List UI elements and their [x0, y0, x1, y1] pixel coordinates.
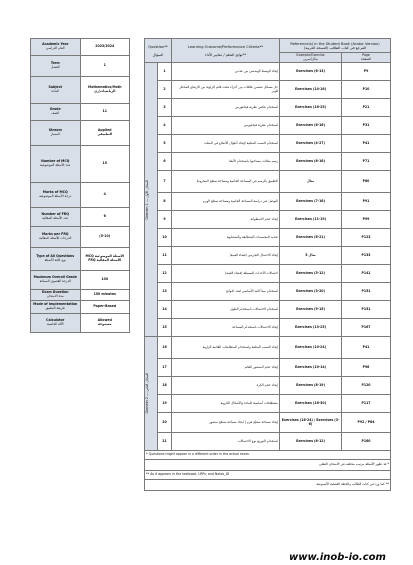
question-number: 5 — [158, 135, 172, 153]
table-row — [145, 81, 391, 99]
example-reference: Exercises (7-16) — [280, 193, 342, 211]
info-key — [31, 146, 81, 182]
page-reference: P167 — [342, 319, 391, 337]
info-row — [30, 120, 130, 145]
example-reference: Exercises (10-14) — [280, 359, 342, 377]
note-text: * قد تظهر الأسئلة بترتيب مختلف في الامتحان الفعلي — [145, 460, 391, 471]
info-key-en: Type of All Questions — [36, 254, 75, 259]
outcome-description: إيجاد حجم الاسطوانة — [172, 211, 280, 229]
table-row — [145, 135, 391, 153]
question-number: 11 — [158, 247, 172, 265]
info-value: 11 — [102, 109, 107, 114]
header-example-en: Example/Exercise — [296, 52, 325, 57]
page-reference: P120 — [342, 377, 391, 395]
exam-info-panel — [30, 38, 130, 333]
header-question-en: Question** — [148, 44, 168, 49]
info-key-ar: درجة الأسئلة الموضوعية — [39, 194, 72, 198]
info-row — [30, 207, 130, 226]
page-reference: P123 — [342, 229, 391, 247]
info-key-ar: طريقة التطبيق — [45, 306, 66, 310]
info-value: 2023/2024 — [95, 44, 115, 49]
header-page-en: Page — [362, 52, 370, 57]
info-key-ar: الدرجة القصوى الممكنة — [39, 279, 71, 283]
question-number: 14 — [158, 301, 172, 319]
notes-row — [145, 480, 391, 491]
example-reference: Exercises (8-19) — [280, 377, 342, 395]
info-key — [31, 104, 81, 120]
info-key — [31, 56, 81, 76]
info-key-en: Mode of Implementation — [33, 302, 78, 307]
table-row — [145, 337, 391, 359]
question-number: 20 — [158, 413, 172, 433]
page-reference: P31 — [342, 117, 391, 135]
info-key-en: Grade — [49, 107, 61, 112]
example-reference: Exercises (11-19) — [280, 211, 342, 229]
page-reference: P117 — [342, 395, 391, 413]
outcome-description: استخدام عكس نظرية فيثاغورس — [172, 99, 280, 117]
info-row — [30, 226, 130, 247]
info-key-ar: الآلة الحاسبة — [46, 322, 64, 326]
example-reference: Exercises (6-16) — [280, 117, 342, 135]
example-reference: Exercises (16-25) — [280, 99, 342, 117]
page-reference: P99 — [342, 211, 391, 229]
domain-2-cell — [145, 337, 158, 451]
info-key — [31, 208, 81, 226]
info-row — [30, 313, 130, 333]
table-row — [145, 283, 391, 301]
table-row — [145, 153, 391, 171]
info-key-en: Stream — [48, 128, 62, 133]
outcomes-table-wrapper — [144, 38, 390, 491]
page-reference: P41 — [342, 135, 391, 153]
outcome-description: إيجاد النسب المثلثية واستخدام المتطابقات القائمة الزاوية — [172, 337, 280, 359]
document-page — [30, 38, 390, 556]
example-reference: Exercises (5-12) — [280, 265, 342, 283]
outcome-description: استخدام النسب المثلثية لإيجاد أطوال الأضلاع في المثلث — [172, 135, 280, 153]
outcome-description: حل مسائل تتضمن علاقات بين أجزاء مثلث قائم الزاوية بين الارتفاع المناظر للوتر — [172, 81, 280, 99]
info-key-ar: نوع كافة الأسئلة — [44, 258, 66, 262]
info-key — [31, 77, 81, 103]
info-key-ar: مدة الامتحان — [46, 294, 64, 298]
page-reference: P71 — [342, 153, 391, 171]
page-reference: P133 — [342, 247, 391, 265]
header-question-ar: السؤال — [152, 52, 164, 57]
header-page-ar: الصفحة — [361, 56, 372, 61]
info-value: MCQ الأسئلة الموضوعية FRQ الأسئلة المقالية — [85, 254, 124, 262]
outcome-description: إيجاد الاحتمال التجريبي (فضاء العينة) — [172, 247, 280, 265]
page-reference: P141 — [342, 265, 391, 283]
outcome-description: إيجاد حجم المنشور القائم — [172, 359, 280, 377]
notes-row — [145, 460, 391, 471]
outcome-description: مصطلحات أساسية للمادة والأشكال الكروية — [172, 395, 280, 413]
table-row — [145, 63, 391, 81]
outcome-description: إيجاد مساحة سطح هرم | ايجاد مساحة سطح منشور — [172, 413, 280, 433]
example-reference: Exercises (6-13) — [280, 63, 342, 81]
outcome-description: إيجاد حجم الكرة — [172, 377, 280, 395]
info-key-en: Number of MCQ — [41, 159, 70, 164]
info-key-ar: عدد الأسئلة الموضوعية — [40, 163, 71, 167]
page-reference: P151 — [342, 301, 391, 319]
outcome-description: رسم مثلثات مساحتها باستخدام الأبعاد — [172, 153, 280, 171]
header-outcome-en: Learning Outcome/Performance Criteria** — [187, 44, 264, 49]
table-row — [145, 211, 391, 229]
info-value: Applied التطبيقي — [97, 128, 113, 136]
outcome-description: التوصل عبر دراسة المساحة الجانبية ومساحة سطح الهرم — [172, 193, 280, 211]
table-row — [145, 359, 391, 377]
page-reference: P151 — [342, 283, 391, 301]
info-key-ar: الصف — [51, 111, 60, 115]
example-reference: مثال 3 — [280, 247, 342, 265]
question-number: 7 — [158, 171, 172, 193]
outcome-description: استخدام التوزيع نوع الاحتمالات — [172, 433, 280, 451]
header-reference-ar: المرجع في كتاب الطالب (النسخة العربية) — [304, 45, 367, 50]
table-row — [145, 117, 391, 135]
example-reference: Exercises (6-21) — [280, 229, 342, 247]
page-reference: P10 — [342, 81, 391, 99]
note-text: ** As it appears in the textbook, LRPs, and Notes_ID — [145, 471, 391, 480]
question-number: 12 — [158, 265, 172, 283]
table-row — [145, 377, 391, 395]
site-watermark: www.inob-io.com — [289, 552, 386, 563]
info-value: Paper-Based — [93, 304, 117, 309]
page-reference: P80 — [342, 171, 391, 193]
info-key — [31, 121, 81, 145]
outcome-description: استخدام نظرية فيثاغورس — [172, 117, 280, 135]
info-key-en: Marks of MCQ — [42, 190, 68, 195]
info-value: 4 — [103, 192, 106, 197]
info-key — [31, 271, 81, 289]
page-reference: P92 / P84 — [342, 413, 391, 433]
table-row — [145, 247, 391, 265]
page-reference: P9 — [342, 63, 391, 81]
info-row — [30, 76, 130, 103]
note-text: ** كما ورد في كتاب الطالب والخطة الفصلية الأسبوعية — [145, 480, 391, 491]
info-key-ar: الدرجات للأسئلة المقالية — [39, 236, 72, 240]
example-reference: Exercises (6-16) — [280, 153, 342, 171]
domain-2-label: Domain 2 — المجال الثاني — [145, 373, 149, 414]
header-example-ar: مثال/تمرين — [303, 56, 318, 61]
table-row — [145, 301, 391, 319]
info-row — [30, 270, 130, 289]
info-key-ar: الفصل — [50, 65, 60, 69]
example-reference: Exercises (14-16) — [280, 81, 342, 99]
header-outcome-ar: نواتج التعلم / معايير الأداء** — [204, 52, 247, 57]
info-value: 1 — [103, 63, 106, 68]
question-number: 4 — [158, 117, 172, 135]
info-value: 6 — [103, 214, 106, 219]
question-number: 18 — [158, 377, 172, 395]
outcomes-table — [144, 38, 391, 491]
info-row — [30, 38, 130, 55]
table-row — [145, 193, 391, 211]
outcome-description: استخدام الاحتمالات باستخدام الطول — [172, 301, 280, 319]
info-value: Allowed مسموحة — [97, 318, 112, 326]
domain-1-cell — [145, 63, 158, 337]
page-reference: P160 — [342, 433, 391, 451]
table-row — [145, 265, 391, 283]
info-key-en: Number of FRQ — [41, 212, 69, 217]
notes-row — [145, 471, 391, 480]
notes-row — [145, 451, 391, 460]
outcome-description: استخدام مبدأ العد الأساسي لعدد النواتج — [172, 283, 280, 301]
info-value: (5-10) — [99, 234, 111, 239]
page-reference: P21 — [342, 99, 391, 117]
question-number: 21 — [158, 433, 172, 451]
info-value: Mathematics/Math الرياضيات/ري — [88, 85, 122, 93]
info-value: 150 minutes — [93, 292, 116, 297]
table-row — [145, 171, 391, 193]
info-key — [31, 290, 81, 300]
info-key-en: Academic Year — [42, 42, 69, 47]
info-key-en: Calculator — [46, 318, 65, 323]
info-key-ar: عدد الأسئلة المقالية — [42, 216, 69, 220]
example-reference: Exercises (13-25) — [280, 319, 342, 337]
question-number: 6 — [158, 153, 172, 171]
question-number: 2 — [158, 81, 172, 99]
info-key-en: Marks per FRQ — [42, 232, 69, 237]
info-key-ar: المادة — [51, 89, 60, 93]
question-number: 9 — [158, 211, 172, 229]
example-reference: Exercises (4-27) — [280, 135, 342, 153]
info-key — [31, 248, 81, 270]
question-number: 15 — [158, 319, 172, 337]
info-key-en: Term — [50, 61, 60, 66]
question-number: 3 — [158, 99, 172, 117]
note-text: * Questions might appear in a different order in the actual exam. — [145, 451, 391, 460]
outcome-description: احتمالات الأحداث البسيطة (فضاء العينة) — [172, 265, 280, 283]
info-row — [30, 300, 130, 313]
question-number: 17 — [158, 359, 172, 377]
info-row — [30, 145, 130, 182]
info-row — [30, 103, 130, 120]
question-number: 19 — [158, 395, 172, 413]
info-key-en: Exam Duration — [41, 290, 69, 295]
outcome-description: التطبيق بالرسم في المساحة الجانبية ومساحة سطح المخروط — [172, 171, 280, 193]
example-reference: Exercises (6-12) — [280, 433, 342, 451]
question-number: 10 — [158, 229, 172, 247]
table-header-row — [145, 39, 391, 53]
info-key-ar: المسار — [50, 132, 60, 136]
info-key — [31, 227, 81, 247]
table-row — [145, 319, 391, 337]
example-reference: Exercises (9-15) — [280, 301, 342, 319]
table-row — [145, 229, 391, 247]
info-key — [31, 183, 81, 207]
info-key-ar: العام الدراسي — [45, 46, 65, 50]
outcome-description: إيجاد الاحتمالات باستخدام المساحة — [172, 319, 280, 337]
question-number: 16 — [158, 337, 172, 359]
info-value: 100 — [101, 277, 109, 282]
outcome-description: تحديد المجسمات المتطابقة والمتشابهة — [172, 229, 280, 247]
page-reference: P98 — [342, 359, 391, 377]
example-reference: Exercises (10-24) — [280, 337, 342, 359]
example-reference: Exercises (16-24) / Exercises (3-6) — [280, 413, 342, 433]
table-row — [145, 99, 391, 117]
info-row — [30, 55, 130, 76]
header-reference-en: Reference(s) in the Student Book (Arabic Version) — [290, 41, 380, 46]
table-row — [145, 413, 391, 433]
question-number: 1 — [158, 63, 172, 81]
info-row — [30, 182, 130, 207]
example-reference: Exercises (16-30) — [280, 395, 342, 413]
outcome-description: إيجاد الوسط الهندسي بين عددين — [172, 63, 280, 81]
question-number: 8 — [158, 193, 172, 211]
info-key-en: Maximum Overall Grade — [33, 275, 77, 280]
info-key-en: Subject — [48, 85, 62, 90]
info-key — [31, 301, 81, 313]
info-row — [30, 247, 130, 270]
info-key — [31, 39, 81, 55]
question-number: 13 — [158, 283, 172, 301]
info-value: 15 — [102, 161, 107, 166]
example-reference: Exercises (3-20) — [280, 283, 342, 301]
example-reference: مثال — [280, 171, 342, 193]
table-row — [145, 433, 391, 451]
page-reference: P41 — [342, 337, 391, 359]
domain-1-label: Domain 1 — المجال الأول — [145, 179, 149, 220]
info-key — [31, 314, 81, 332]
page-reference: P91 — [342, 193, 391, 211]
info-row — [30, 289, 130, 300]
table-row — [145, 395, 391, 413]
